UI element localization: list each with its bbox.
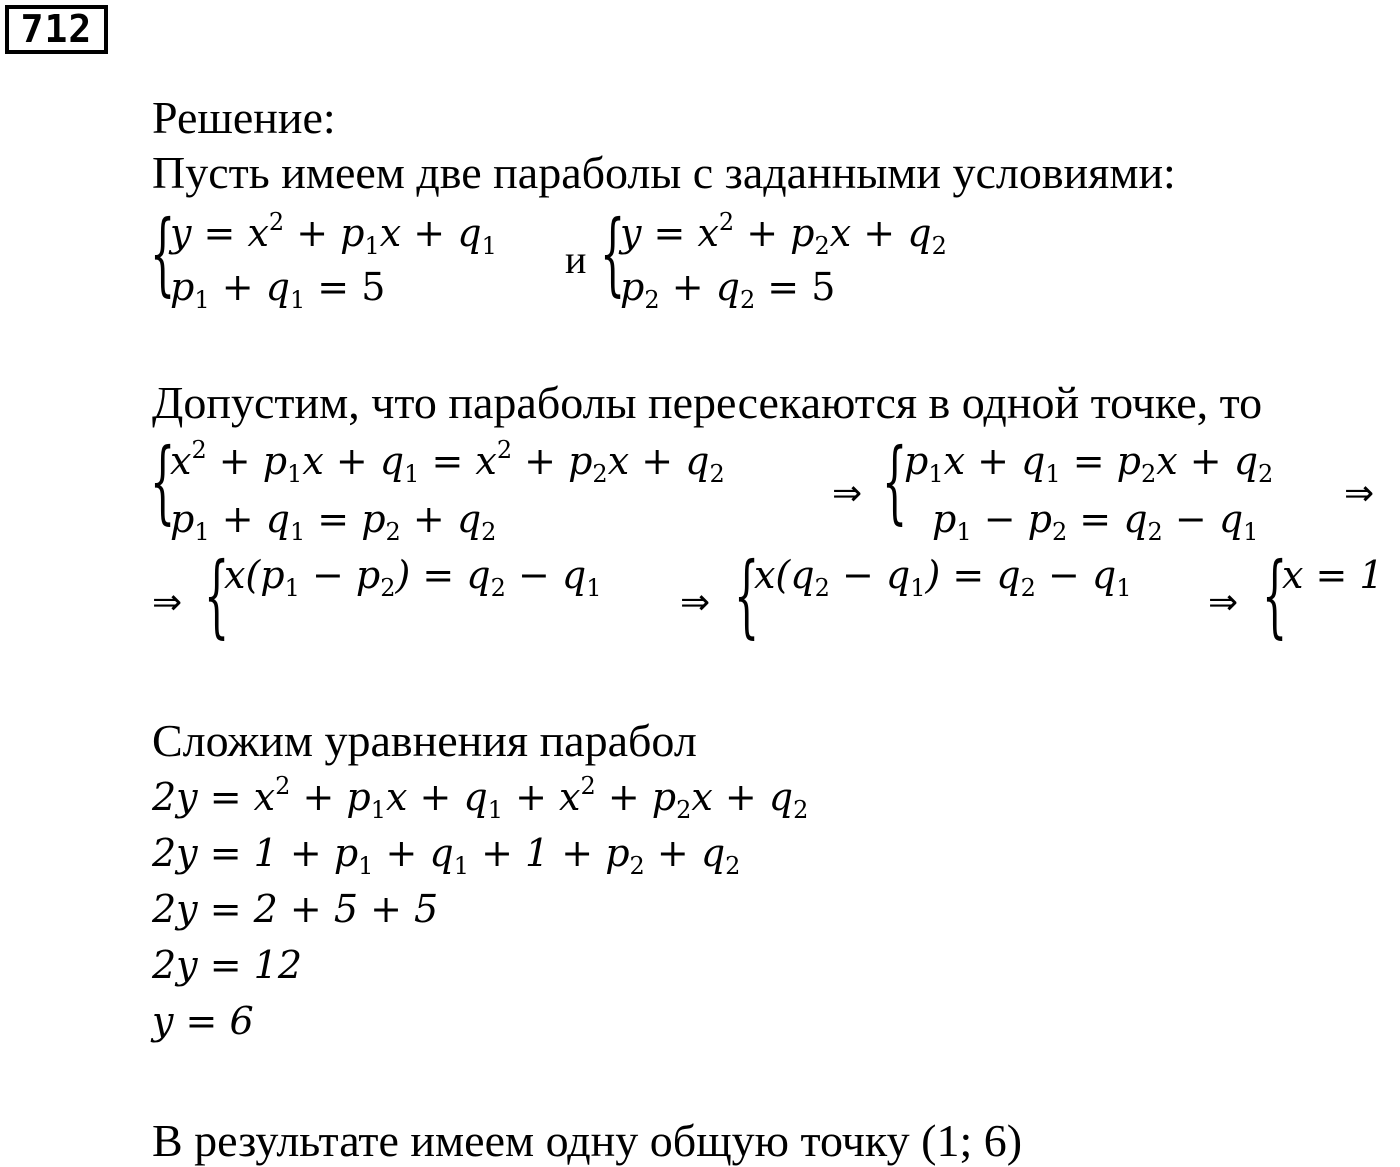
assume-text: Допустим, что параболы пересекаются в одной точке, то [152,377,1263,428]
eq-d-brace: { [734,542,760,648]
eq-a-line2: $p_1 + q_1 = p_2 + q_2$ [170,497,497,546]
sum-line-3: 2y = 2 + 5 + 5 [152,887,439,931]
eq-e-line1: x = 1 [1282,553,1384,597]
system2-brace: { [600,200,626,306]
eq-d-line1: $x(q_2 - q_1) = q_2 - q_1$ [754,553,1132,602]
sum-line-4: 2y = 12 [152,943,302,987]
and-word: и [565,237,587,282]
system1-line1: $y = x^2 + p_1x + q_1$ [170,208,497,260]
system2-line2: $p_2 + q_2 = 5$ [620,265,836,314]
eq-b-line1: $p_1x + q_1 = p_2x + q_2$ [904,439,1274,488]
eq-a-line1: $x^2 + p_1x + q_1 = x^2 + p_2x + q_2$ [170,436,725,488]
implies-arrow-2: ⇒ [1344,473,1375,514]
result-text: В результате имеем одну общую точку (1; 6) [152,1115,1023,1166]
intro-text: Пусть имеем две параболы с заданными условиями: [152,147,1176,198]
eq-e-brace: { [1262,542,1288,648]
eq-c-brace: { [204,542,230,648]
eq-c-line1: $x(p_1 - p_2) = q_2 - q_1$ [224,553,602,602]
system2-line1: $y = x^2 + p_2x + q_2$ [620,208,947,260]
problem-number: 712 [5,5,108,54]
implies-arrow-4: ⇒ [680,582,711,623]
system1-line2: $p_1 + q_1 = 5$ [170,265,386,314]
eq-b-line2: $p_1 - p_2 = q_2 - q_1$ [932,497,1259,546]
sum-line-5: y = 6 [152,999,254,1043]
eq-b-brace: { [882,428,908,534]
eq-a-brace: { [150,428,176,534]
implies-arrow-1: ⇒ [832,473,863,514]
implies-arrow-3: ⇒ [152,582,183,623]
implies-arrow-5: ⇒ [1208,582,1239,623]
solution-heading: Решение: [152,92,336,143]
sum-line-1: $2y = x^2 + p_1x + q_1 + x^2 + p_2x + q_2$ [152,772,809,824]
add-text: Сложим уравнения парабол [152,715,697,766]
system1-brace: { [150,200,176,306]
sum-line-2: $2y = 1 + p_1 + q_1 + 1 + p_2 + q_2$ [152,831,741,880]
